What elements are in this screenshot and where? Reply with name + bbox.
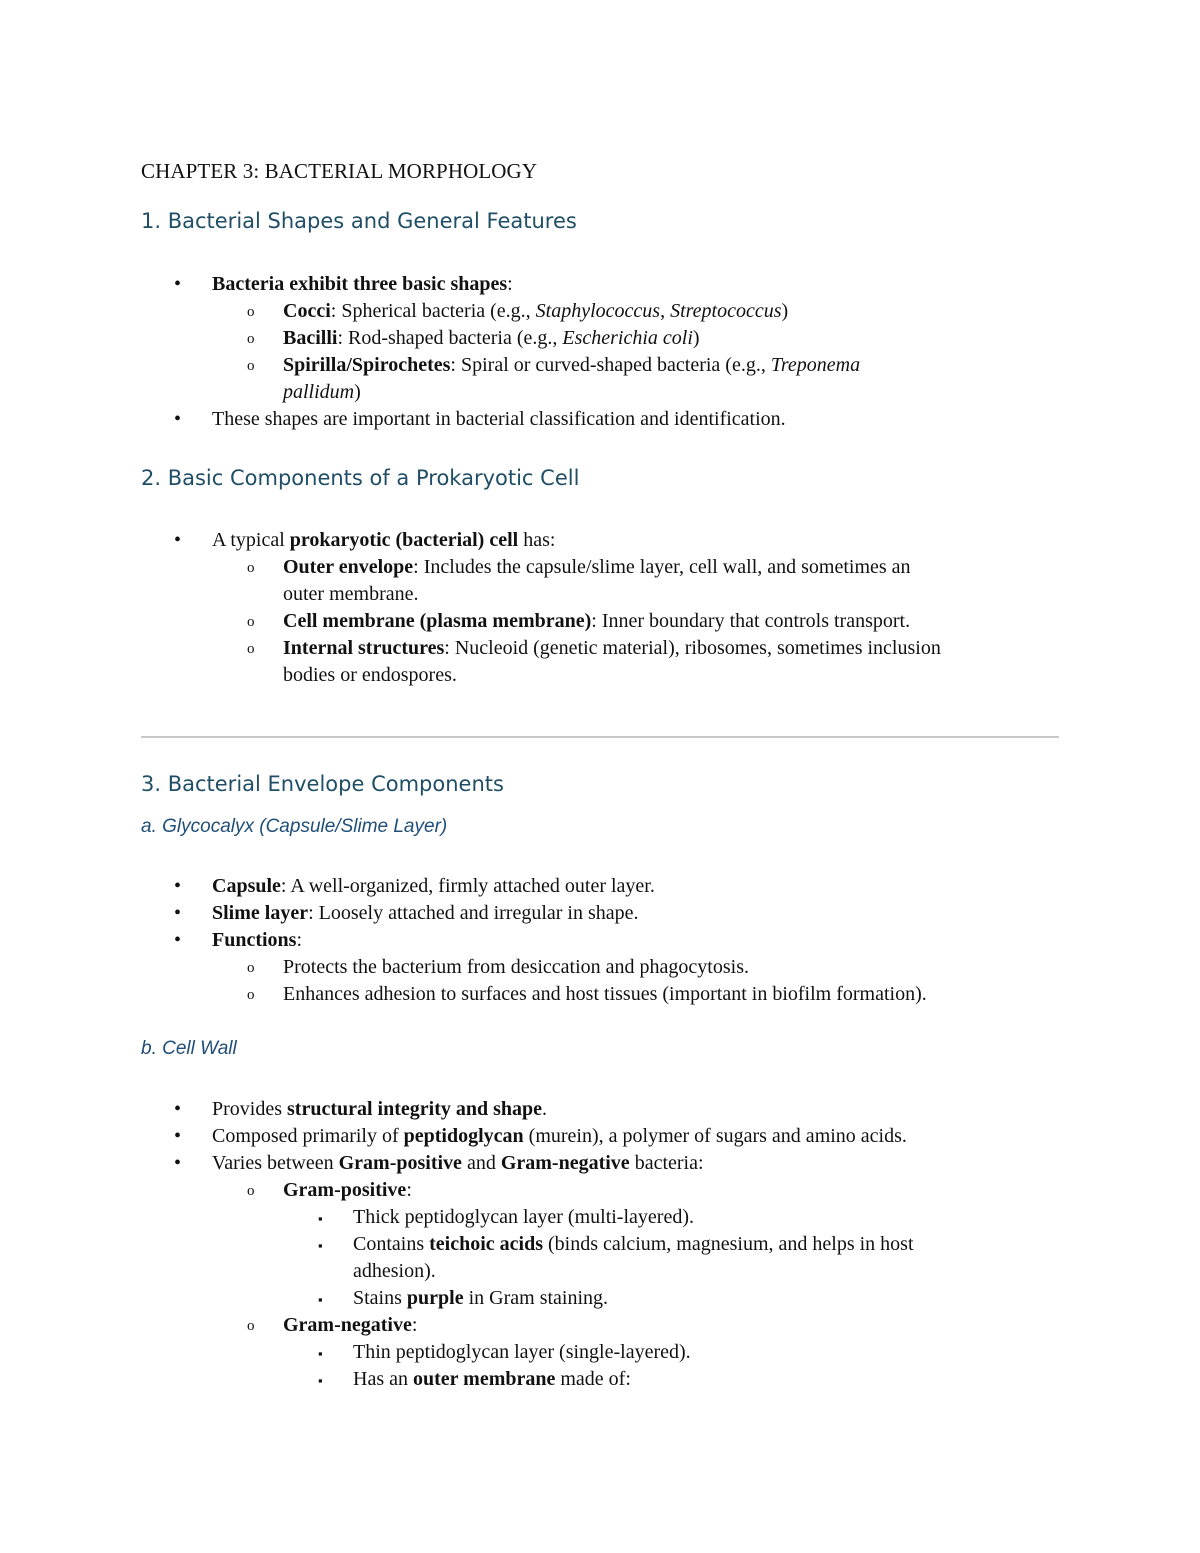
gram-positive-detail: Contains teichoic acids (binds calcium, magnesium, and helps in host (353, 1233, 914, 1255)
spirilla-item: Spirilla/Spirochetes: Spiral or curved-shaped bacteria (e.g., Treponema (283, 354, 861, 376)
gram-positive-detail: Thick peptidoglycan layer (multi-layered). (353, 1206, 694, 1228)
bullet-marker: • (174, 1125, 182, 1147)
gram-positive-item: Gram-positive: (283, 1179, 412, 1201)
gram-negative-detail: Has an outer membrane made of: (353, 1368, 631, 1390)
gram-positive-detail-cont: adhesion). (353, 1260, 436, 1282)
bullet-marker: ▪ (318, 1211, 323, 1226)
bullet-marker: ▪ (318, 1238, 323, 1253)
cell-membrane-item: Cell membrane (plasma membrane): Inner boundary that controls transport. (283, 610, 911, 632)
section-2-heading: 2. Basic Components of a Prokaryotic Cell (141, 466, 580, 490)
bullet-marker: o (247, 960, 255, 976)
bullet-marker: • (174, 1098, 182, 1120)
horizontal-divider (141, 736, 1059, 738)
slime-layer-item: Slime layer: Loosely attached and irregular in shape. (212, 902, 639, 924)
bacilli-item: Bacilli: Rod-shaped bacteria (e.g., Escherichia coli) (283, 327, 700, 349)
bullet-marker: ▪ (318, 1292, 323, 1307)
bullet-marker: o (247, 641, 255, 657)
bullet-marker: o (247, 614, 255, 630)
shapes-lead: Bacteria exhibit three basic shapes: (212, 273, 513, 295)
spirilla-item-cont: pallidum) (283, 381, 361, 403)
bullet-marker: • (174, 1152, 182, 1174)
integrity-item: Provides structural integrity and shape. (212, 1098, 547, 1120)
gram-negative-item: Gram-negative: (283, 1314, 418, 1336)
prokaryote-lead: A typical prokaryotic (bacterial) cell has: (212, 529, 556, 551)
bullet-marker: • (174, 408, 182, 430)
gram-varies-item: Varies between Gram-positive and Gram-negative bacteria: (212, 1152, 704, 1174)
bullet-marker: • (174, 902, 182, 924)
peptidoglycan-item: Composed primarily of peptidoglycan (murein), a polymer of sugars and amino acids. (212, 1125, 907, 1147)
internal-structures-item-cont: bodies or endospores. (283, 664, 457, 686)
internal-structures-item: Internal structures: Nucleoid (genetic material), ribosomes, sometimes inclusion (283, 637, 941, 659)
outer-envelope-item: Outer envelope: Includes the capsule/slime layer, cell wall, and sometimes an (283, 556, 911, 578)
bullet-marker: o (247, 358, 255, 374)
bullet-marker: ▪ (318, 1373, 323, 1388)
gram-negative-detail: Thin peptidoglycan layer (single-layered). (353, 1341, 691, 1363)
bullet-marker: • (174, 529, 182, 551)
bullet-marker: • (174, 929, 182, 951)
bullet-marker: • (174, 273, 182, 295)
section-3-heading: 3. Bacterial Envelope Components (141, 772, 504, 796)
capsule-item: Capsule: A well-organized, firmly attached outer layer. (212, 875, 655, 897)
bullet-marker: o (247, 331, 255, 347)
bullet-marker: o (247, 560, 255, 576)
chapter-title: CHAPTER 3: BACTERIAL MORPHOLOGY (141, 159, 538, 183)
subsection-b-heading: b. Cell Wall (141, 1038, 237, 1059)
section-1-heading: 1. Bacterial Shapes and General Features (141, 209, 577, 233)
bullet-marker: • (174, 875, 182, 897)
outer-envelope-item-cont: outer membrane. (283, 583, 419, 605)
bullet-marker: o (247, 1318, 255, 1334)
bullet-marker: o (247, 1183, 255, 1199)
shapes-importance: These shapes are important in bacterial classification and identification. (212, 408, 786, 430)
bullet-marker: o (247, 987, 255, 1003)
gram-positive-detail: Stains purple in Gram staining. (353, 1287, 609, 1309)
cocci-item: Cocci: Spherical bacteria (e.g., Staphylococcus, Streptococcus) (283, 300, 789, 322)
bullet-marker: o (247, 304, 255, 320)
function-item: Enhances adhesion to surfaces and host tissues (important in biofilm formation). (283, 983, 927, 1005)
subsection-a-heading: a. Glycocalyx (Capsule/Slime Layer) (141, 816, 448, 837)
functions-item: Functions: (212, 929, 303, 951)
bullet-marker: ▪ (318, 1346, 323, 1361)
function-item: Protects the bacterium from desiccation and phagocytosis. (283, 956, 749, 978)
